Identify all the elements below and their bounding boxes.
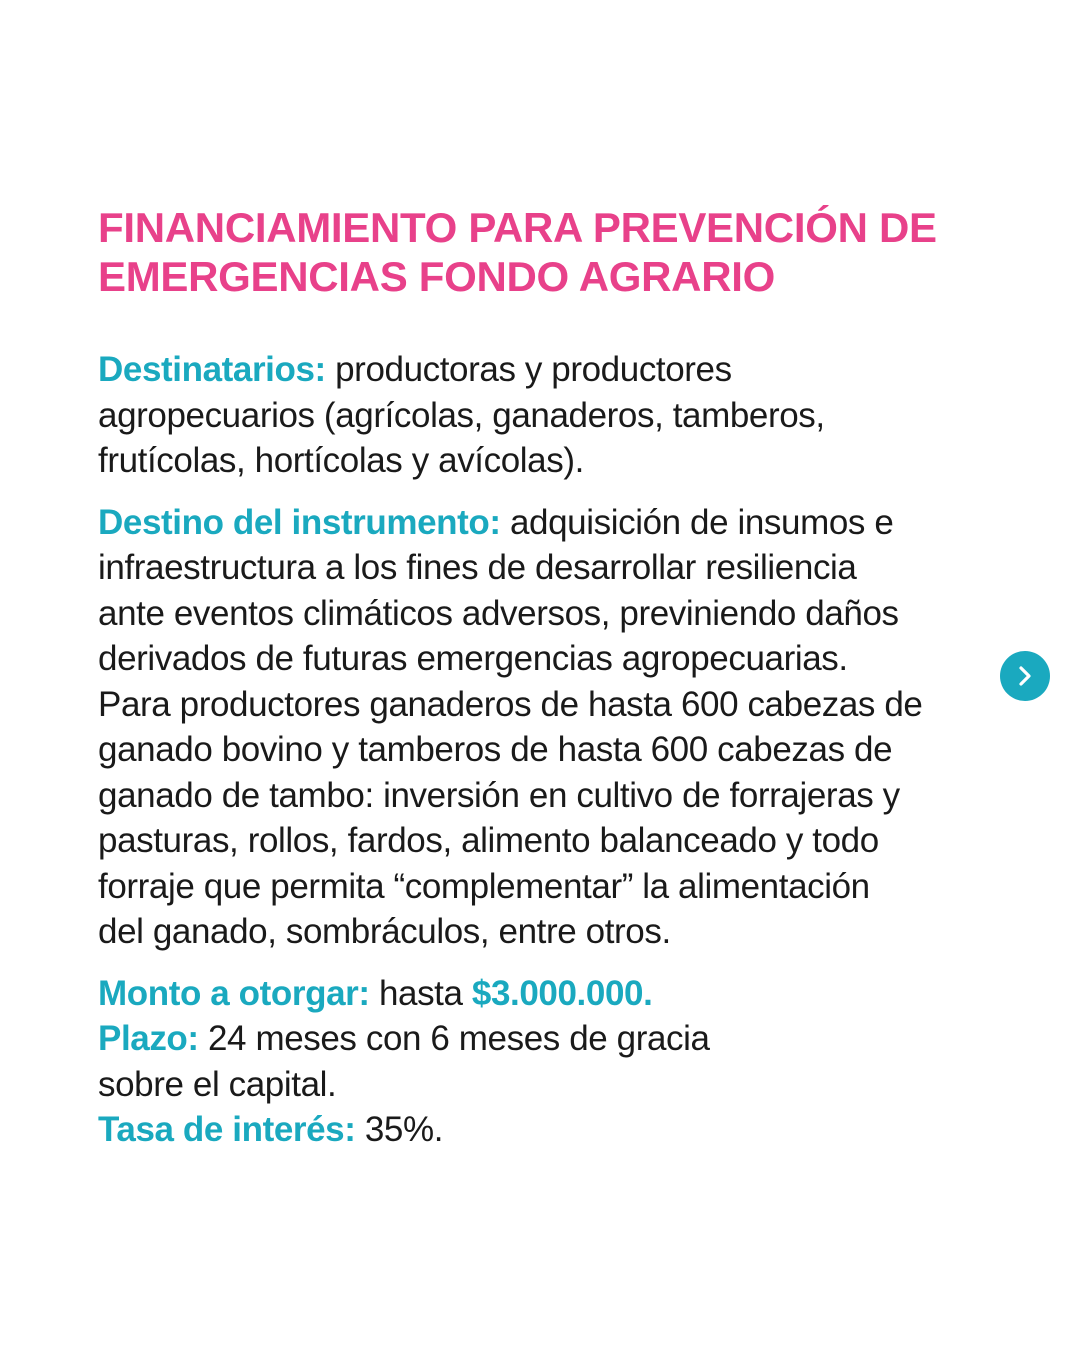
- monto-amount: $3.000.000.: [471, 973, 653, 1013]
- destino-text-9: forraje que permita “complementar” la alimentación: [98, 866, 870, 906]
- program-details: [98, 347, 998, 1153]
- destino-section: [98, 500, 998, 955]
- terms-section: [98, 971, 998, 1153]
- tasa-line: [98, 1107, 998, 1153]
- tasa-label: Tasa de interés:: [98, 1110, 356, 1149]
- title-line-1: FINANCIAMIENTO PARA PREVENCIÓN DE: [98, 204, 937, 251]
- destino-text-10: del ganado, sombráculos, entre otros.: [98, 912, 671, 951]
- destinatarios-label: Destinatarios:: [98, 350, 326, 389]
- destino-text-5: Para productores ganaderos de hasta 600 cabezas de: [98, 684, 923, 724]
- plazo-line: [98, 1016, 998, 1062]
- monto-label: Monto a otorgar:: [98, 973, 370, 1013]
- destinatarios-text-3: frutícolas, hortícolas y avícolas).: [98, 441, 584, 480]
- plazo-text-1: 24 meses con 6 meses de gracia: [198, 1019, 710, 1058]
- monto-prefix: hasta: [369, 973, 472, 1013]
- tasa-value: 35%.: [355, 1110, 444, 1149]
- destino-text-7: ganado de tambo: inversión en cultivo de forrajeras y: [98, 775, 900, 815]
- destino-text-2: infraestructura a los fines de desarrollar resiliencia: [98, 548, 857, 587]
- monto-line: [98, 971, 998, 1017]
- destinatarios-section: [98, 347, 998, 484]
- destino-label: Destino del instrumento:: [98, 502, 501, 542]
- destino-text-6: ganado bovino y tamberos de hasta 600 cabezas de: [98, 730, 893, 769]
- chevron-right-icon: [1013, 664, 1037, 688]
- title-line-2: EMERGENCIAS FONDO AGRARIO: [98, 253, 775, 300]
- plazo-label: Plazo:: [98, 1019, 199, 1058]
- destino-text-8: pasturas, rollos, fardos, alimento balanceado y todo: [98, 821, 879, 860]
- destino-text-3: ante eventos climáticos adversos, previniendo daños: [98, 593, 899, 633]
- next-slide-button[interactable]: [1000, 651, 1050, 701]
- plazo-text-2: sobre el capital.: [98, 1064, 337, 1104]
- destinatarios-text-1: productoras y productores: [325, 350, 732, 389]
- destino-text-1: adquisición de insumos e: [500, 502, 894, 542]
- page-title: [98, 203, 998, 301]
- destino-text-4: derivados de futuras emergencias agropecuarias.: [98, 639, 848, 678]
- destinatarios-text-2: agropecuarios (agrícolas, ganaderos, tamberos,: [98, 395, 825, 435]
